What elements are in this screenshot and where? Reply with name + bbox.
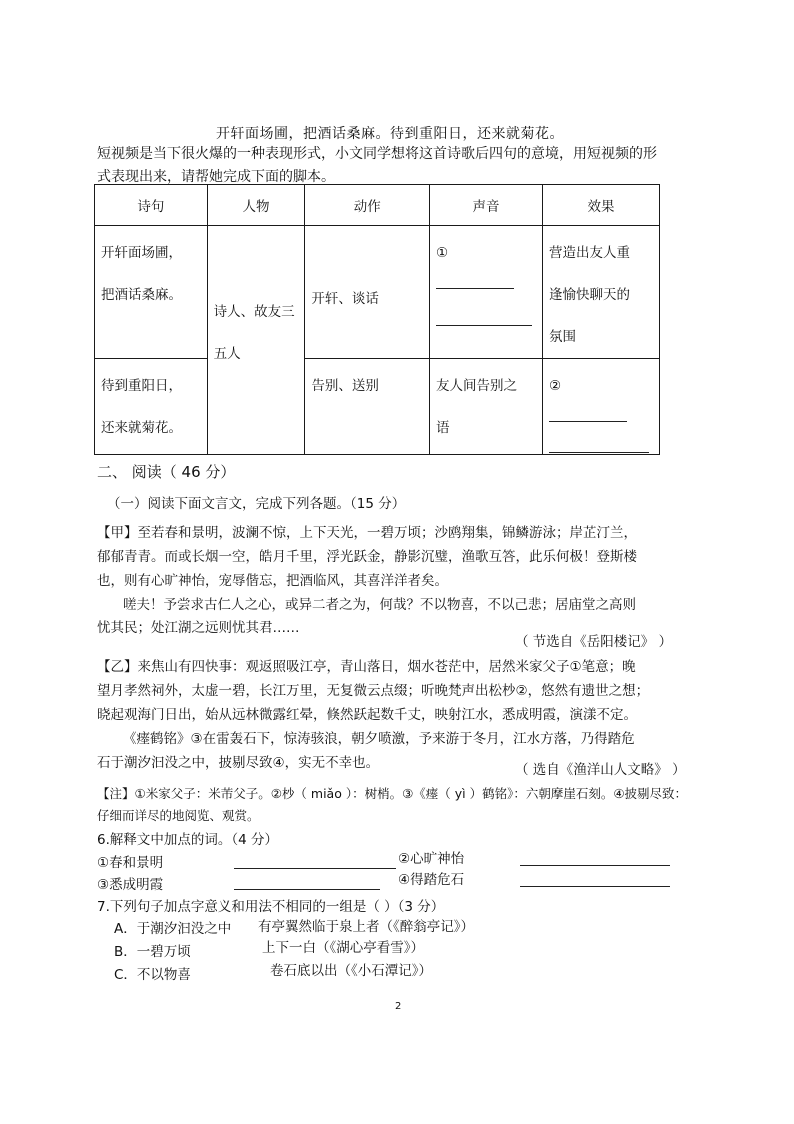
row1-action-cell	[305, 226, 430, 359]
note-line-2: 仔细而详尽的地阅览、观赏。	[97, 808, 260, 823]
q7-option-c[interactable]: C．不以物喜	[114, 967, 191, 983]
yi-line-5: 石于潮汐汩没之中，披剔尽致④，实无不幸也。	[97, 755, 380, 771]
yi-line-4: 《瘗鹤铭》③在雷轰石下，惊涛骇浪，朝夕喷激，予来游于冬月，江水方落，乃得踏危	[123, 731, 635, 747]
subsection-title: （一）阅读下面文言文，完成下列各题。（15 分）	[107, 496, 406, 512]
q6-blank-1[interactable]	[234, 855, 396, 869]
people-b: 五人	[213, 346, 241, 362]
row1-verse-cell	[95, 226, 208, 359]
q6-blank-2[interactable]	[520, 852, 670, 866]
row2-effect-cell[interactable]	[542, 359, 659, 455]
answer-blank-1[interactable]	[436, 274, 514, 289]
q6-title: 6.解释文中加点的词。（4 分）	[97, 832, 279, 848]
yi-line-1: 【乙】来焦山有四快事：观返照吸江亭，青山落日，烟水苍茫中，居然米家父子①笔意；晚	[97, 659, 636, 675]
answer-blank-2-line2[interactable]	[549, 438, 649, 453]
q6-blank-4[interactable]	[520, 873, 670, 887]
q7-option-c-compare: 卷石底以出（《小石潭记》）	[270, 963, 432, 979]
q7-option-b[interactable]: B．一碧万顷	[114, 944, 191, 960]
q6-item-3: ③悉成明霞	[97, 877, 164, 893]
yi-line-3: 晓起观海门日出，始从远林微露红晕，倏然跃起数千丈，映射江水，悉成明霞，演漾不定。	[97, 707, 637, 723]
header-verse: 诗句	[95, 185, 208, 226]
row1-effect-a: 营造出友人重	[548, 245, 630, 261]
row2-verse-a: 待到重阳日，	[101, 378, 182, 394]
jia-line-3: 也，则有心旷神怡，宠辱偕忘，把酒临风，其喜洋洋者矣。	[97, 573, 448, 589]
row2-sound-a: 友人间告别之	[436, 378, 518, 394]
header-people: 人物	[207, 185, 305, 226]
row2-verse-cell	[95, 359, 208, 455]
video-script-table	[94, 184, 660, 455]
q7-option-b-compare: 上下一白（《湖心亭看雪》）	[262, 940, 424, 956]
row1-effect-c: 氛围	[548, 329, 576, 345]
row1-sound-cell[interactable]	[430, 226, 543, 359]
intro-line-1: 短视频是当下很火爆的一种表现形式，小文同学想将这首诗歌后四句的意境，用短视频的形	[97, 146, 657, 162]
jia-line-5: 忧其民；处江湖之远则忧其君……	[97, 620, 300, 636]
row1-effect-b: 逢愉快聊天的	[548, 287, 630, 303]
answer-blank-2[interactable]	[549, 407, 627, 422]
row2-action-cell	[305, 359, 430, 455]
row1-verse-a: 开轩面场圃，	[101, 245, 182, 261]
jia-line-4: 嗟夫！予尝求古仁人之心，或异二者之为，何哉？不以物喜，不以己悲；居庙堂之高则	[123, 597, 636, 613]
row1-effect-cell	[542, 226, 659, 359]
jia-line-1: 【甲】至若春和景明，波澜不惊，上下天光，一碧万顷；沙鸥翔集，锦鳞游泳；岸芷汀兰，	[97, 525, 637, 541]
table-row	[95, 359, 660, 455]
note-line-1: 【注】①米家父子：米芾父子。②杪（ miǎo ）：树梢。③《瘗（ yì ）鹤铭》：六朝摩崖石刻。④披剔尽致：	[97, 786, 688, 801]
row2-verse-b: 还来就菊花。	[101, 420, 182, 436]
q7-title: 7.下列句子加点字意义和用法不相同的一组是（ ）（3 分）	[97, 899, 445, 915]
header-effect: 效果	[542, 185, 659, 226]
row2-sound-cell	[430, 359, 543, 455]
table-header-row	[95, 185, 660, 226]
q7-option-a[interactable]: A．于潮汐汩没之中	[114, 921, 232, 937]
people-a: 诗人、故友三	[213, 304, 295, 320]
row2-sound-b: 语	[436, 420, 450, 436]
q6-item-1: ①春和景明	[97, 855, 164, 871]
jia-source: （ 节选自《岳阳楼记》 ）	[515, 634, 673, 650]
yi-line-2: 望月孝然祠外，太虚一碧，长江万里，无复微云点缀；听晚梵声出松杪②，悠然有遗世之想；	[97, 683, 650, 699]
poem-line: 开轩面场圃，把酒话桑麻。待到重阳日，还来就菊花。	[216, 126, 564, 142]
page-number: 2	[395, 1001, 402, 1012]
header-sound: 声音	[430, 185, 543, 226]
intro-line-2: 式表现出来，请帮她完成下面的脚本。	[97, 169, 335, 185]
section-title: 二、 阅读（ 46 分）	[97, 463, 236, 481]
answer-blank-1-line2[interactable]	[436, 311, 532, 326]
row2-action: 告别、送别	[311, 378, 379, 394]
q6-item-4: ④得踏危石	[398, 872, 465, 888]
q6-item-2: ②心旷神怡	[398, 851, 465, 867]
q6-blank-3[interactable]	[234, 876, 380, 890]
sound-marker: ①	[436, 245, 449, 261]
table-row	[95, 226, 660, 359]
people-cell	[207, 226, 305, 455]
row1-verse-b: 把酒话桑麻。	[101, 287, 182, 303]
row1-action: 开轩、谈话	[311, 291, 379, 307]
jia-line-2: 郁郁青青。而或长烟一空，皓月千里，浮光跃金，静影沉璧，渔歌互答，此乐何极！登斯楼	[97, 549, 637, 565]
effect-marker: ②	[548, 378, 562, 394]
q7-option-a-compare: 有亭翼然临于泉上者（《醉翁亭记》）	[258, 919, 474, 935]
yi-source: （ 选自《渔洋山人文略》 ）	[515, 762, 686, 778]
header-action: 动作	[305, 185, 430, 226]
